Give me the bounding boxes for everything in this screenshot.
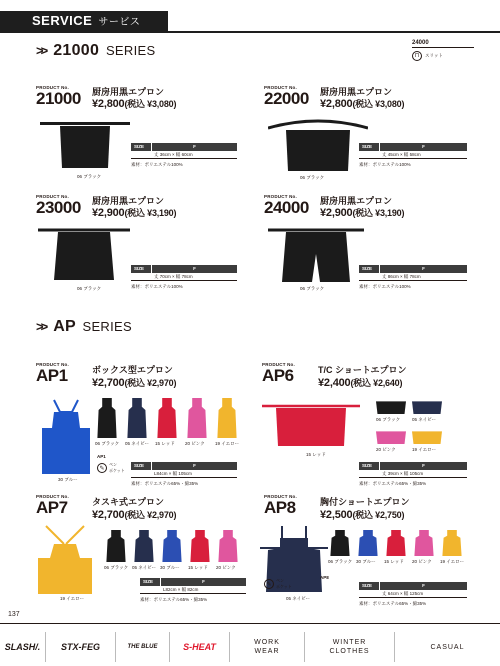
color-swatch-20 — [412, 530, 436, 556]
size-table-23000: SIZE F 丈 70cm × 幅 78cm 素材：ポリエステル100% — [131, 265, 237, 290]
color-swatch-15 — [384, 530, 408, 556]
pen-pocket-badge: ✎ ペン ポケット — [264, 578, 292, 590]
legend-item: スリット — [425, 53, 443, 58]
pen-icon: ✎ — [264, 579, 274, 589]
section-title-text: 21000 — [53, 42, 100, 59]
brand-stxfeg[interactable]: STX-FEG — [46, 632, 116, 662]
swatch-label: 19 イエロー — [440, 559, 465, 564]
product-ap6: PRODUCT No. AP6 — [262, 362, 295, 385]
size-table-24000: SIZE F 丈 86cm × 幅 78cm 素材：ポリエステル100% — [359, 265, 467, 290]
color-swatch-19 — [412, 430, 442, 444]
pen-pocket-badge: ✎ ペン ポケット — [97, 462, 125, 474]
product-name: 厨房用黒エプロン — [320, 87, 393, 97]
swatch-label: 06 ブラック — [104, 565, 129, 570]
color-swatch-19 — [215, 398, 239, 438]
product-price: ¥2,800(税込 ¥3,080) — [92, 98, 177, 110]
product-number: AP8 — [264, 498, 296, 517]
product-24000: PRODUCT No. 24000 — [264, 194, 309, 217]
apron-21000-image — [40, 118, 130, 170]
product-number: AP7 — [36, 498, 68, 517]
color-swatch-06 — [376, 400, 406, 414]
header-tab — [0, 11, 168, 31]
apron-23000-image — [38, 224, 130, 282]
color-swatch-06 — [104, 530, 128, 562]
swatch-label: 06 ブラック — [328, 559, 353, 564]
page-number: 137 — [8, 611, 20, 618]
color-swatch-05 — [412, 400, 442, 414]
color-swatch-05 — [125, 398, 149, 438]
product-ap7: PRODUCT No. AP7 — [36, 494, 69, 517]
size-table-ap7: SIZE F L82cm × 幅 82cm 素材：ポリエステル65%・綿35% — [140, 578, 246, 603]
swatch-label: 06 ブラック — [95, 441, 120, 446]
swatch-label: 20 ピンク — [185, 441, 205, 446]
color-swatch-20 — [216, 530, 240, 562]
product-number: 21000 — [36, 89, 81, 108]
swatch-label: 05 ネイビー — [125, 441, 149, 446]
size-table-ap1: SIZE F L84cm × 幅 105cm 素材：ポリエステル65%・綿35% — [131, 462, 237, 487]
apron-ap6-main-image — [262, 400, 360, 450]
footer-nav — [0, 628, 500, 666]
section-series-label: SERIES — [105, 43, 156, 58]
color-caption: 06 ブラック — [77, 174, 102, 179]
swatch-label: 30 ブルー — [356, 559, 376, 564]
product-number: 23000 — [36, 198, 81, 217]
swatch-label: 30 ブルー — [160, 565, 180, 570]
page-header — [0, 0, 500, 34]
color-swatch-19 — [440, 530, 464, 556]
color-swatch-15 — [155, 398, 179, 438]
product-number: AP1 — [36, 366, 68, 385]
swatch-label: 20 ピンク — [412, 559, 432, 564]
color-swatch-30 — [160, 530, 184, 562]
product-name: 厨房用黒エプロン — [92, 87, 165, 97]
swatch-label: 20 ピンク — [376, 447, 396, 452]
size-table-ap8: SIZE F 丈 64cm × 幅 125cm 素材：ポリエステル65%・綿35% — [359, 582, 467, 607]
size-table-22000: SIZE F 丈 45cm × 幅 58cm 素材：ポリエステル100% — [359, 143, 467, 168]
swatch-label: 15 レッド — [188, 565, 208, 570]
color-swatch-06 — [328, 530, 352, 556]
swatch-label: 05 ネイビー — [412, 417, 436, 422]
swatch-label: 19 イエロー — [412, 447, 437, 452]
apron-22000-image — [268, 118, 368, 173]
section-arrow: >> — [36, 43, 46, 58]
section-title-ap: >> AP SERIES — [36, 318, 132, 335]
color-swatch-15 — [188, 530, 212, 562]
swatch-label: 19 イエロー — [215, 441, 240, 446]
color-swatch-06 — [95, 398, 119, 438]
header-rule — [0, 31, 500, 33]
section-title-21000 — [36, 42, 155, 60]
brand-the-blue[interactable]: THE BLUE — [116, 632, 170, 662]
swatch-label: 15 レッド — [155, 441, 175, 446]
color-swatch-05 — [132, 530, 156, 562]
color-swatch-20 — [376, 430, 406, 444]
product-number: 24000 — [264, 198, 309, 217]
pen-icon: ✎ — [97, 463, 107, 473]
header-subtitle: サービス — [98, 17, 141, 28]
product-price: ¥2,800(税込 ¥3,080) — [320, 98, 405, 110]
color-swatch-30 — [356, 530, 380, 556]
apron-ap1-main-image — [40, 398, 92, 476]
category-work-wear[interactable]: WORK WEAR — [230, 632, 305, 662]
footer-rule — [0, 623, 500, 624]
brand-slash[interactable]: SLASH/. — [0, 632, 46, 662]
slit-legend — [412, 40, 474, 61]
swatch-label: 05 ネイビー — [132, 565, 156, 570]
product-ap1: PRODUCT No. AP1 — [36, 362, 69, 385]
product-number: 22000 — [264, 89, 309, 108]
product-number: AP6 — [262, 366, 294, 385]
slit-icon: ⊓ — [412, 51, 422, 61]
color-swatch-20 — [185, 398, 209, 438]
brand-s-heat[interactable]: S-HEAT — [170, 632, 230, 662]
swatch-label: 15 レッド — [384, 559, 404, 564]
header-title: SERVICE — [32, 13, 93, 28]
product-23000: PRODUCT No. 23000 — [36, 194, 81, 217]
legend-code: 24000 — [412, 40, 474, 48]
size-table-ap6: SIZE F 丈 39cm × 幅 105cm 素材：ポリエステル65%・綿35% — [359, 462, 467, 487]
category-winter-clothes[interactable]: WINTER CLOTHES — [305, 632, 395, 662]
product-ap8: PRODUCT No. AP8 — [264, 494, 297, 517]
size-table-21000: SIZE F 丈 36cm × 幅 60cm 素材：ポリエステル100% — [131, 143, 237, 168]
product-no-label: PRODUCT No. — [36, 85, 69, 90]
swatch-label: 20 ピンク — [216, 565, 236, 570]
product-21000 — [36, 85, 81, 108]
product-22000: PRODUCT No. 22000 — [264, 85, 309, 108]
category-casual[interactable]: CASUAL — [430, 643, 465, 651]
apron-ap7-main-image — [36, 524, 94, 596]
apron-24000-image — [268, 224, 364, 284]
swatch-label: 06 ブラック — [376, 417, 401, 422]
